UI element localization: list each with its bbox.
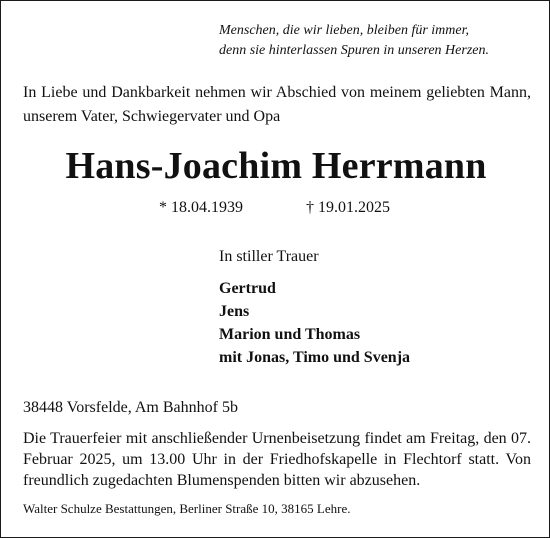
family-member: Gertrud: [219, 280, 276, 297]
mourning-label: In stiller Trauer: [219, 248, 319, 265]
intro-text: In Liebe und Dankbarkeit nehmen wir Abschied von meinem geliebten Mann, unserem Vater, Schwiegervater und Opa: [23, 84, 531, 125]
quote-line-2: denn sie hinterlassen Spuren in unseren Herzen.: [219, 43, 489, 58]
deceased-name: Hans-Joachim Herrmann: [65, 145, 487, 187]
quote-line-1: Menschen, die wir lieben, bleiben für immer,: [219, 23, 470, 38]
memorial-quote: [219, 21, 539, 61]
birth-date: * 18.04.1939: [159, 199, 243, 216]
family-list: [219, 277, 410, 369]
death-date: † 19.01.2025: [306, 199, 390, 216]
family-member: Marion und Thomas: [219, 326, 361, 343]
family-member: mit Jonas, Timo und Svenja: [219, 349, 411, 366]
undertaker-info: Walter Schulze Bestattungen, Berliner Straße 10, 38165 Lehre.: [23, 501, 351, 516]
ceremony-text: Die Trauerfeier mit anschließender Urnenbeisetzung findet am Freitag, den 07. Februar 2025, um 13.00 Uhr in der Friedhofskapelle in Flechtorf statt. Von freundlich zugedachten Blumenspenden bitten wir abzusehen.: [23, 430, 531, 489]
family-member: Jens: [219, 303, 250, 320]
family-address: 38448 Vorsfelde, Am Bahnhof 5b: [23, 399, 238, 416]
